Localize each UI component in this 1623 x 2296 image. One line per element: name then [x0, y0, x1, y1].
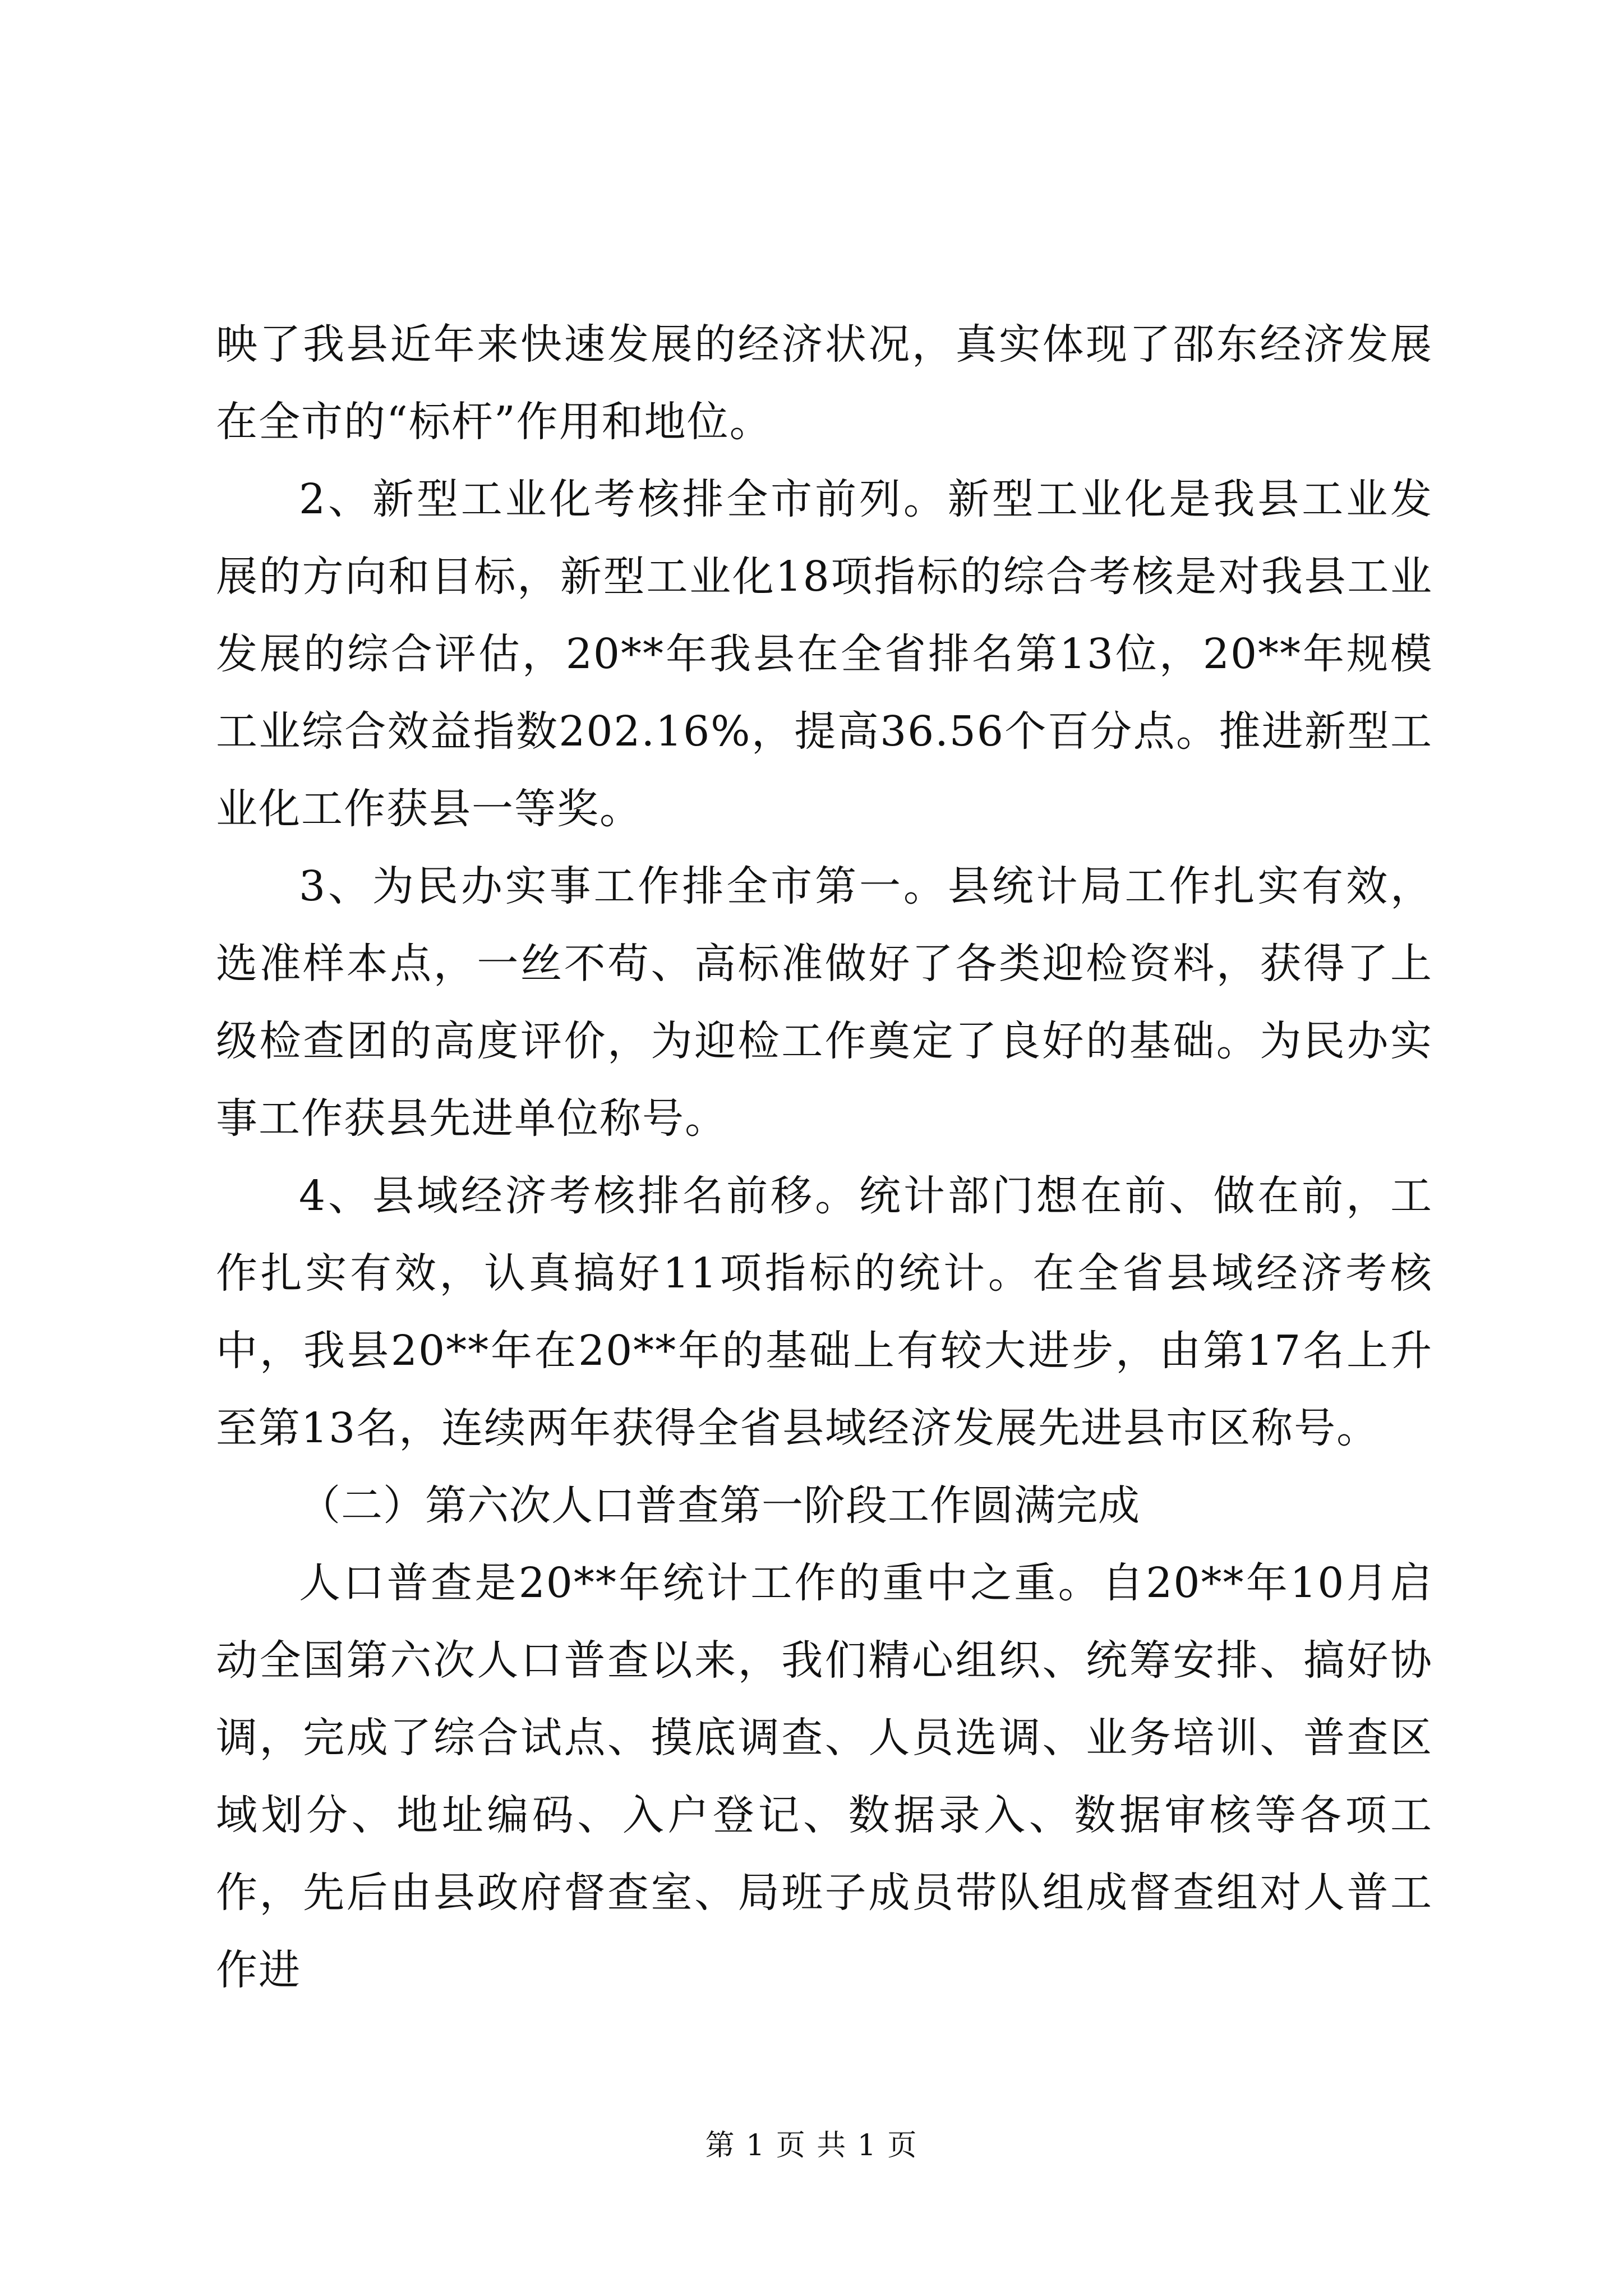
paragraph-item-4: 4、县域经济考核排名前移。统计部门想在前、做在前，工作扎实有效，认真搞好11项指标的统计。在全省县域经济考核中，我县20**年在20**年的基础上有较大进步，由第17名上升至第13名，连续两年获得全省县域经济发展先进县市区称号。 — [216, 1172, 1433, 1452]
paragraph-item-3: 3、为民办实事工作排全市第一。县统计局工作扎实有效，选准样本点，一丝不苟、高标准做好了各类迎检资料，获得了上级检查团的高度评价，为迎检工作奠定了良好的基础。为民办实事工作获县先进单位称号。 — [216, 862, 1433, 1143]
page-footer: 第 1 页 共 1 页 — [705, 2129, 918, 2162]
paragraph-continued: 映了我县近年来快速发展的经济状况，真实体现了邵东经济发展在全市的“标杆”作用和地位。 — [216, 320, 1433, 446]
document-body — [216, 306, 1433, 2009]
section-heading: （二）第六次人口普查第一阶段工作圆满完成 — [299, 1481, 1140, 1530]
paragraph-item-2: 2、新型工业化考核排全市前列。新型工业化是我县工业发展的方向和目标，新型工业化18项指标的综合考核是对我县工业发展的综合评估，20**年我县在全省排名第13位，20**年规模工业综合效益指数202.16%，提高36.56个百分点。推进新型工业化工作获县一等奖。 — [216, 475, 1433, 833]
paragraph-census: 人口普查是20**年统计工作的重中之重。自20**年10月启动全国第六次人口普查以来，我们精心组织、统筹安排、搞好协调，完成了综合试点、摸底调查、人员选调、业务培训、普查区域划分、地址编码、入户登记、数据录入、数据审核等各项工作，先后由县政府督查室、局班子成员带队组成督查组对人普工作进 — [216, 1559, 1433, 1994]
